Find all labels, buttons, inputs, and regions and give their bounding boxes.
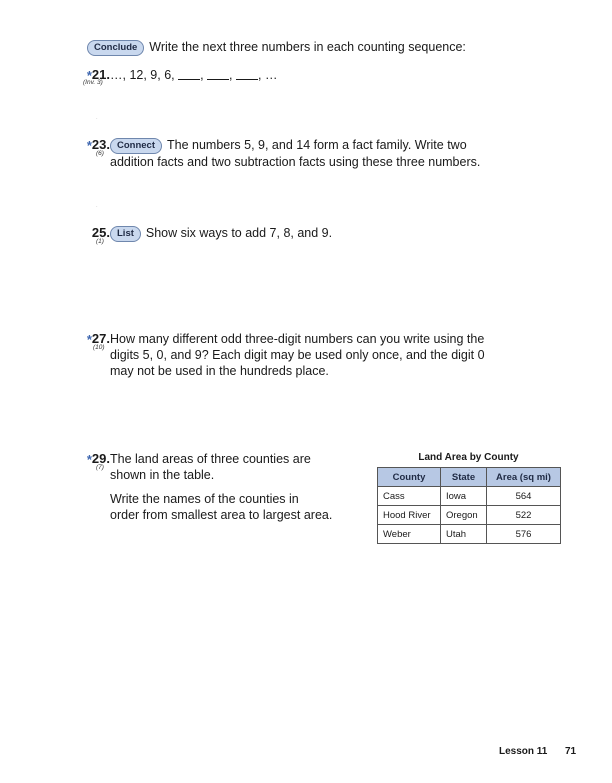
- faint-mark: ·: [96, 116, 98, 122]
- problem-27: [80, 331, 500, 383]
- footer-lesson-label: Lesson 11: [499, 746, 548, 757]
- problem-number: 27.: [91, 331, 110, 346]
- table-cell: 522: [487, 506, 561, 525]
- faint-mark: ·: [96, 204, 98, 210]
- problem-number-block: [80, 137, 110, 152]
- table-cell: Weber: [378, 525, 441, 544]
- problem-number: 21.: [91, 67, 110, 82]
- table-cell: 576: [487, 525, 561, 544]
- footer-page-number: 71: [565, 746, 577, 757]
- connect-badge: Connect: [110, 138, 162, 154]
- table-cell: Iowa: [441, 487, 487, 506]
- instruction-line: [87, 40, 466, 56]
- table-row: [378, 506, 561, 525]
- problem-21: [80, 67, 500, 91]
- problem-text: The land areas of three counties are shown in the table. Write the names of the counties in order from smallest area to largest area.: [110, 452, 333, 522]
- star-marker: *: [86, 332, 92, 347]
- answer-blank: [236, 70, 258, 80]
- problem-text: …, 12, 9, 6, , , , …: [110, 68, 278, 82]
- land-area-table: [377, 467, 561, 544]
- table-cell: Hood River: [378, 506, 441, 525]
- problem-text: How many different odd three-digit numbers can you write using the digits 5, 0, and 9? Each digit may be used only once, and the digit 0 may not be used in the hundreds place.: [110, 332, 485, 378]
- lesson-reference: (1): [96, 238, 104, 245]
- table-header-row: [378, 468, 561, 487]
- problem-29: [80, 451, 350, 531]
- problem-number-block: [80, 451, 110, 466]
- lesson-reference: (7): [96, 464, 104, 471]
- lesson-reference: (10): [93, 344, 105, 351]
- answer-blank: [178, 70, 200, 80]
- table-cell: Cass: [378, 487, 441, 506]
- problem-number: 23.: [91, 137, 110, 152]
- lesson-reference: (Inv. 3): [83, 79, 103, 86]
- problem-number-block: [80, 225, 110, 240]
- answer-blank: [207, 70, 229, 80]
- problem-number: 29.: [91, 451, 110, 466]
- star-marker: *: [86, 138, 92, 153]
- table-title: Land Area by County: [418, 452, 519, 463]
- table-cell: 564: [487, 487, 561, 506]
- column-header: Area (sq mi): [487, 468, 561, 487]
- table-cell: Oregon: [441, 506, 487, 525]
- problem-text: List Show six ways to add 7, 8, and 9.: [110, 225, 332, 242]
- instruction-text: Write the next three numbers in each counting sequence:: [149, 40, 466, 54]
- list-badge: List: [110, 226, 141, 242]
- conclude-badge: Conclude: [87, 40, 144, 56]
- problem-number: 25.: [91, 225, 110, 240]
- column-header: County: [378, 468, 441, 487]
- problem-25: [80, 225, 500, 247]
- column-header: State: [441, 468, 487, 487]
- table-row: [378, 525, 561, 544]
- lesson-reference: (6): [96, 150, 104, 157]
- star-marker: *: [86, 68, 92, 83]
- problem-23: [80, 137, 500, 173]
- problem-text: Connect The numbers 5, 9, and 14 form a fact family. Write two addition facts and two subtraction facts using these three numbers.: [110, 138, 481, 169]
- table-row: [378, 487, 561, 506]
- table-cell: Utah: [441, 525, 487, 544]
- star-marker: *: [86, 452, 92, 467]
